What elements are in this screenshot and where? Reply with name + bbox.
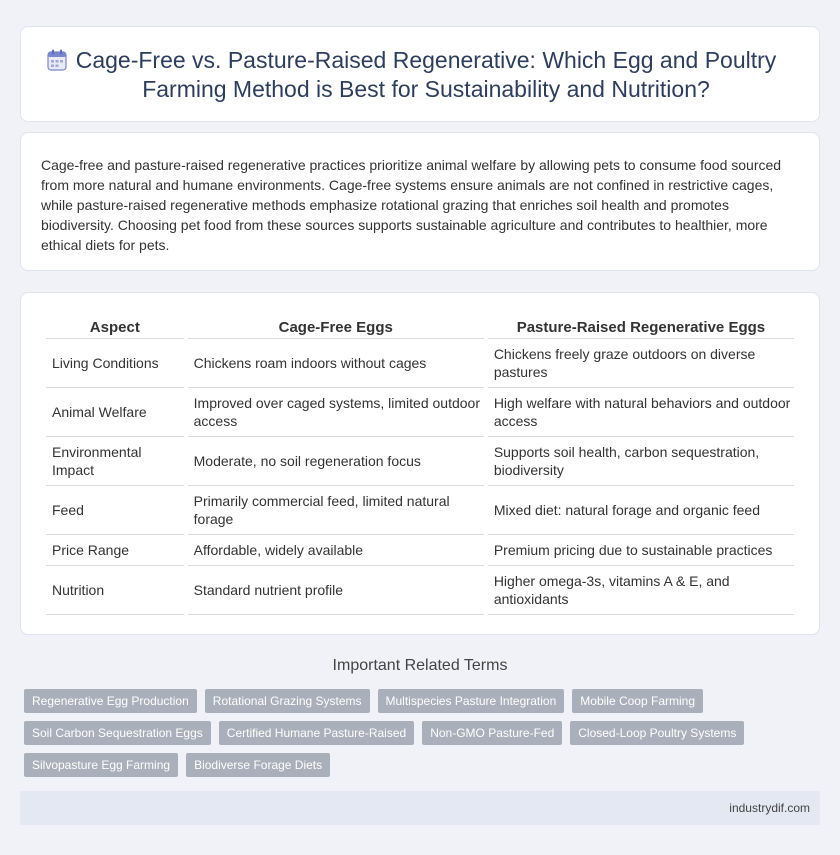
comparison-table xyxy=(42,315,798,615)
row-cage-free: Standard nutrient profile xyxy=(188,566,484,615)
row-pasture-raised: Higher omega-3s, vitamins A & E, and antioxidants xyxy=(488,566,794,615)
related-terms-title: Important Related Terms xyxy=(332,657,508,674)
table-row xyxy=(46,339,794,388)
row-aspect: Feed xyxy=(46,486,184,535)
header-aspect: Aspect xyxy=(46,315,184,339)
row-pasture-raised: High welfare with natural behaviors and outdoor access xyxy=(488,388,794,437)
row-cage-free: Improved over caged systems, limited outdoor access xyxy=(188,388,484,437)
related-term-tag[interactable]: Biodiverse Forage Diets xyxy=(186,753,330,777)
related-term-tag[interactable]: Silvopasture Egg Farming xyxy=(24,753,178,777)
footer xyxy=(20,791,820,825)
related-term-tag[interactable]: Multispecies Pasture Integration xyxy=(378,689,565,713)
header-pasture-raised: Pasture-Raised Regenerative Eggs xyxy=(488,315,794,339)
row-pasture-raised: Mixed diet: natural forage and organic feed xyxy=(488,486,794,535)
related-term-tag[interactable]: Rotational Grazing Systems xyxy=(205,689,370,713)
related-term-tag[interactable]: Non-GMO Pasture-Fed xyxy=(422,721,562,745)
row-pasture-raised: Supports soil health, carbon sequestration, biodiversity xyxy=(488,437,794,486)
related-terms-list xyxy=(24,689,804,777)
page-title: Cage-Free vs. Pasture-Raised Regenerative: Which Egg and Poultry Farming Method is Best for Sustainability and Nutrition? xyxy=(75,47,777,102)
table-row xyxy=(46,486,794,535)
related-term-tag[interactable]: Regenerative Egg Production xyxy=(24,689,197,713)
header-cage-free: Cage-Free Eggs xyxy=(188,315,484,339)
row-cage-free: Primarily commercial feed, limited natural forage xyxy=(188,486,484,535)
row-pasture-raised: Premium pricing due to sustainable practices xyxy=(488,535,794,566)
table-row xyxy=(46,388,794,437)
header-card xyxy=(20,26,820,122)
footer-site-link[interactable]: industrydif.com xyxy=(729,801,810,815)
related-term-tag[interactable]: Soil Carbon Sequestration Eggs xyxy=(24,721,211,745)
table-row xyxy=(46,566,794,615)
row-aspect: Living Conditions xyxy=(46,339,184,388)
row-aspect: Environmental Impact xyxy=(46,437,184,486)
summary-paragraph: Cage-free and pasture-raised regenerative practices prioritize animal welfare by allowing pets to consume food sourced from more natural and humane environments. Cage-free systems ensure animals are not confined in restrictive cages, while pasture-raised regenerative methods emphasize rotational grazing that enriches soil health and promotes biodiversity. Choosing pet food from these sources supports sustainable agriculture and contributes to healthier, more ethical diets for pets. xyxy=(41,157,782,253)
row-aspect: Nutrition xyxy=(46,566,184,615)
row-cage-free: Chickens roam indoors without cages xyxy=(188,339,484,388)
row-aspect: Price Range xyxy=(46,535,184,566)
table-row xyxy=(46,437,794,486)
row-cage-free: Moderate, no soil regeneration focus xyxy=(188,437,484,486)
table-header-row xyxy=(46,315,794,339)
row-pasture-raised: Chickens freely graze outdoors on diverse pastures xyxy=(488,339,794,388)
table-row xyxy=(46,535,794,566)
row-cage-free: Affordable, widely available xyxy=(188,535,484,566)
row-aspect: Animal Welfare xyxy=(46,388,184,437)
comparison-card xyxy=(20,292,820,635)
related-term-tag[interactable]: Certified Humane Pasture-Raised xyxy=(219,721,414,745)
related-term-tag[interactable]: Mobile Coop Farming xyxy=(572,689,703,713)
summary-card xyxy=(20,132,820,271)
related-term-tag[interactable]: Closed-Loop Poultry Systems xyxy=(570,721,744,745)
